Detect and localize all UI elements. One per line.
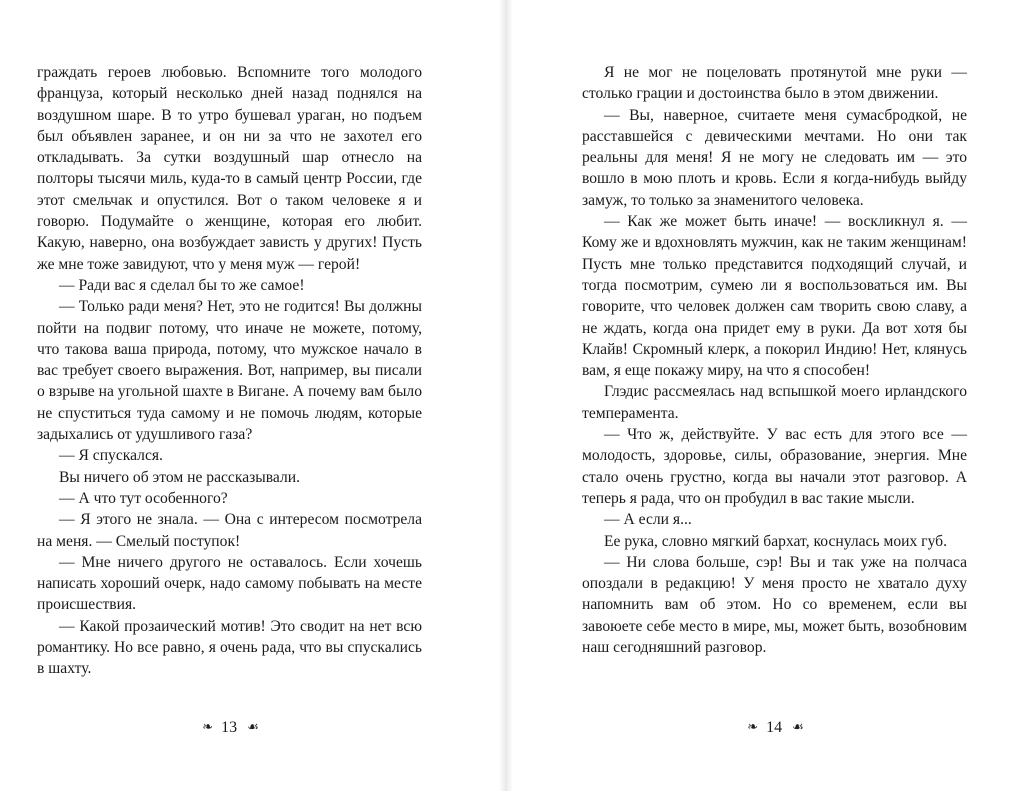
paragraph: Ее рука, словно мягкий бархат, коснулась моих губ.	[604, 532, 948, 550]
paragraph: Я не мог не поцеловать протянутой мне руки — столько грации и достоинства было в этом движении.	[582, 64, 967, 103]
floral-ornament-icon: ☙	[247, 720, 257, 735]
page-number-left	[37, 718, 422, 738]
paragraph: — Ни слова больше, сэр! Вы и так уже на полчаса опоздали в редакцию! У меня просто не хватало духу напомнить вам об этом. Но со временем, если вы завоюете себе место в мире, мы, может быть, возобновим наш сегодняшний разговор.	[582, 553, 967, 657]
paragraph: — Вы, наверное, считаете меня сумасбродкой, не расставшейся с девическими мечтами. Но они так реальны для меня! Я не могу не следовать им — это вошло в мою плоть и кровь. Если я когда-нибудь выйду замуж, то только за знаменитого человека.	[582, 106, 967, 209]
paragraph: — Мне ничего другого не оставалось. Если хочешь написать хороший очерк, надо самому побывать на месте происшествия.	[37, 553, 422, 614]
paragraph: граждать героев любовью. Вспомните того молодого француза, который несколько дней назад поднялся на воздушном шаре. В то утро бушевал ураган, но подъем был объявлен заранее, и он ни за что не захотел его откладывать. За сутки воздушный шар отнесло на полторы тысячи миль, куда-то в самый центр России, где этот смельчак и опустился. Вот о таком человеке я и говорю. Подумайте о женщине, которая его любит. Какую, наверно, она возбуждает зависть у других! Пусть же мне тоже завидуют, что у меня муж — герой!	[37, 64, 422, 273]
floral-ornament-icon: ❧	[202, 720, 212, 735]
book-gutter	[499, 0, 513, 791]
paragraph: — Я спускался.	[59, 447, 163, 465]
page-number: 14	[766, 719, 783, 736]
left-page-text	[37, 62, 422, 680]
paragraph: Вы ничего об этом не рассказывали.	[59, 468, 300, 486]
paragraph: — А что тут особенного?	[59, 489, 228, 507]
paragraph: — А если я...	[604, 511, 692, 529]
right-page-text	[582, 62, 967, 658]
floral-ornament-icon: ❧	[747, 720, 757, 735]
paragraph: Глэдис рассмеялась над вспышкой моего ирландского темперамента.	[582, 383, 967, 422]
paragraph: — Какой прозаический мотив! Это сводит на нет всю романтику. Но все равно, я очень рада, что вы спускались в шахту.	[37, 617, 422, 678]
paragraph: — Что ж, действуйте. У вас есть для этого все — молодость, здоровье, силы, образование, энергия. Мне стало очень грустно, когда вы начали этот разговор. А теперь я рада, что он пробудил в вас такие мысли.	[582, 426, 967, 507]
paragraph: — Я этого не знала. — Она с интересом посмотрела на меня. — Смелый поступок!	[37, 511, 422, 550]
paragraph: — Ради вас я сделал бы то же самое!	[59, 276, 305, 294]
page-number: 13	[221, 719, 238, 736]
page-number-right	[582, 718, 967, 738]
paragraph: — Только ради меня? Нет, это не годится! Вы должны пойти на подвиг потому, что иначе не можете, потому, что такова ваша природа, потому, что мужское начало в вас требует своего выражения. Вот, например, вы писали о взрыве на угольной шахте в Вигане. А почему вам было не спуститься туда самому и не помочь людям, которые задыхались от удушливого газа?	[37, 298, 422, 444]
paragraph: — Как же может быть иначе! — воскликнул я. — Кому же и вдохновлять мужчин, как не таким женщинам! Пусть мне только представится подходящий случай, и тогда посмотрим, сумею ли я воспользоваться им. Вы говорите, что человек должен сам творить свою славу, а не ждать, когда она придет ему в руки. Да вот хотя бы Клайв! Скромный клерк, а покорил Индию! Нет, клянусь вам, я еще покажу миру, на что я способен!	[582, 213, 967, 380]
floral-ornament-icon: ☙	[792, 720, 802, 735]
